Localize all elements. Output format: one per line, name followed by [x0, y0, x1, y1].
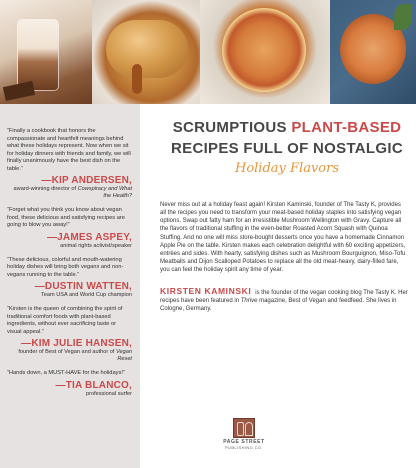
dessert-glass-icon — [18, 20, 58, 90]
headline-line-1-a: SCRUMPTIOUS — [172, 119, 292, 136]
quote-text: “Finally a cookbook that honors the compassionate and heartfelt meanings behind what these holidays represent. Now when we sit for holiday dinners with friends and family, we will finally unanimously have the best dish on the table.” — [7, 128, 131, 172]
quote-author: —DUSTIN WATTEN, — [34, 281, 132, 292]
quote-kim-julie-hansen — [7, 306, 132, 363]
headline-line-2: RECIPES FULL OF NOSTALGIC — [171, 140, 403, 157]
gravy-drip — [132, 64, 142, 94]
quote-role-text: award-winning director of — [13, 186, 78, 192]
quote-role — [7, 292, 132, 299]
quote-text: “Hands down, a MUST-HAVE for the holidays!” — [7, 370, 125, 376]
author-bio-text-b: magazine, Best of Vegan and feedfeed. She lives in Cologne, Germany. — [160, 298, 397, 313]
headline-line-1 — [162, 118, 412, 137]
publisher-logo — [218, 418, 270, 450]
quote-author: —KIP ANDERSEN, — [41, 175, 132, 186]
quote-role — [7, 243, 132, 250]
headline-accent: PLANT-BASED — [291, 119, 402, 136]
dessert-glass-photo — [0, 0, 92, 104]
quote-james-aspey — [7, 207, 132, 250]
headline-script: Holiday Flavors — [234, 161, 339, 176]
quote-author: —KIM JULIE HANSEN, — [21, 338, 132, 349]
author-bio — [160, 287, 408, 313]
endorsements-panel — [0, 104, 140, 468]
quote-role-text: founder of Best of Vegan and author of — [18, 349, 117, 355]
back-cover-main — [140, 104, 416, 468]
apple-tart-photo — [200, 0, 330, 104]
publisher-name: PAGE STREET — [223, 439, 265, 445]
mushroom-wellington-icon — [106, 20, 188, 78]
mushroom-wellington-photo — [92, 0, 200, 104]
quote-role-title: Vegan Reset — [116, 349, 132, 362]
leaf-garnish — [394, 4, 412, 30]
quote-role-title: Cowspiracy and What the Health? — [77, 186, 132, 199]
quote-dustin-watten — [7, 257, 132, 300]
photo-strip — [0, 0, 416, 104]
headline — [162, 118, 412, 178]
apple-tart-icon — [222, 8, 306, 92]
quote-text: “These delicious, colorful and mouth-watering holiday dishes will bring both vegans and non-vegans running to the table.” — [7, 256, 124, 278]
book-description: Never miss out at a holiday feast again! Kirsten Kaminski, founder of The Tasty K, provides all the recipes you need to transform your meat-based holiday staples into satisfying vegan options. Swap out fatty ham for an irresistible Mushroom Wellington with Gravy. Capture all the flavors of traditional stuffing in the even-better Roasted Acorn Squash with Quinoa Stuffing. And no one will miss store-bought desserts once you have a homemade Cinnamon Apple Pie on the table. Kirsten makes each celebration delightful with 60 exciting appetizers, entrées and sides. With hearty, satisfying dishes such as Mushroom Bourguignon, Miso-Tofu Meatballs and Dijon Scalloped Potatoes to replace all the old meat-heavy, dairy-filled fare, you can feel the holiday spirit any time of year. — [160, 202, 406, 274]
casserole-photo — [330, 0, 416, 104]
quote-author: —TIA BLANCO, — [55, 379, 132, 391]
quote-role — [7, 186, 132, 200]
quote-text: “Forget what you think you know about vegan food, these delicious and satisfying recipes are going to blow you away!” — [7, 207, 125, 228]
quote-tia-blanco — [7, 370, 132, 398]
quote-role-text: professional surfer — [85, 390, 132, 397]
publisher-logo-icon — [233, 418, 255, 438]
author-bio-magazine: Thrive — [240, 298, 258, 305]
quote-role — [7, 391, 132, 398]
quote-role-text: animal rights activist/speaker — [60, 242, 132, 249]
author-bio-text-a: is the founder of the vegan cooking blog The Tasty K. Her recipes have been featured in — [160, 290, 408, 305]
chocolate-piece — [3, 81, 35, 101]
quote-author: —JAMES ASPEY, — [46, 231, 132, 243]
quote-role — [7, 349, 132, 363]
quote-role-text: Team USA and World Cup champion — [41, 292, 132, 298]
publisher-subname: PUBLISHING CO. — [224, 445, 264, 450]
quote-text: “Kirsten is the queen of combining the spirit of traditional comfort foods with plant-based ingredients, without ever sacrificing taste or visual appeal.” — [7, 306, 123, 335]
author-name: KIRSTEN KAMINSKI — [160, 286, 252, 296]
quote-kip-andersen — [7, 128, 132, 200]
